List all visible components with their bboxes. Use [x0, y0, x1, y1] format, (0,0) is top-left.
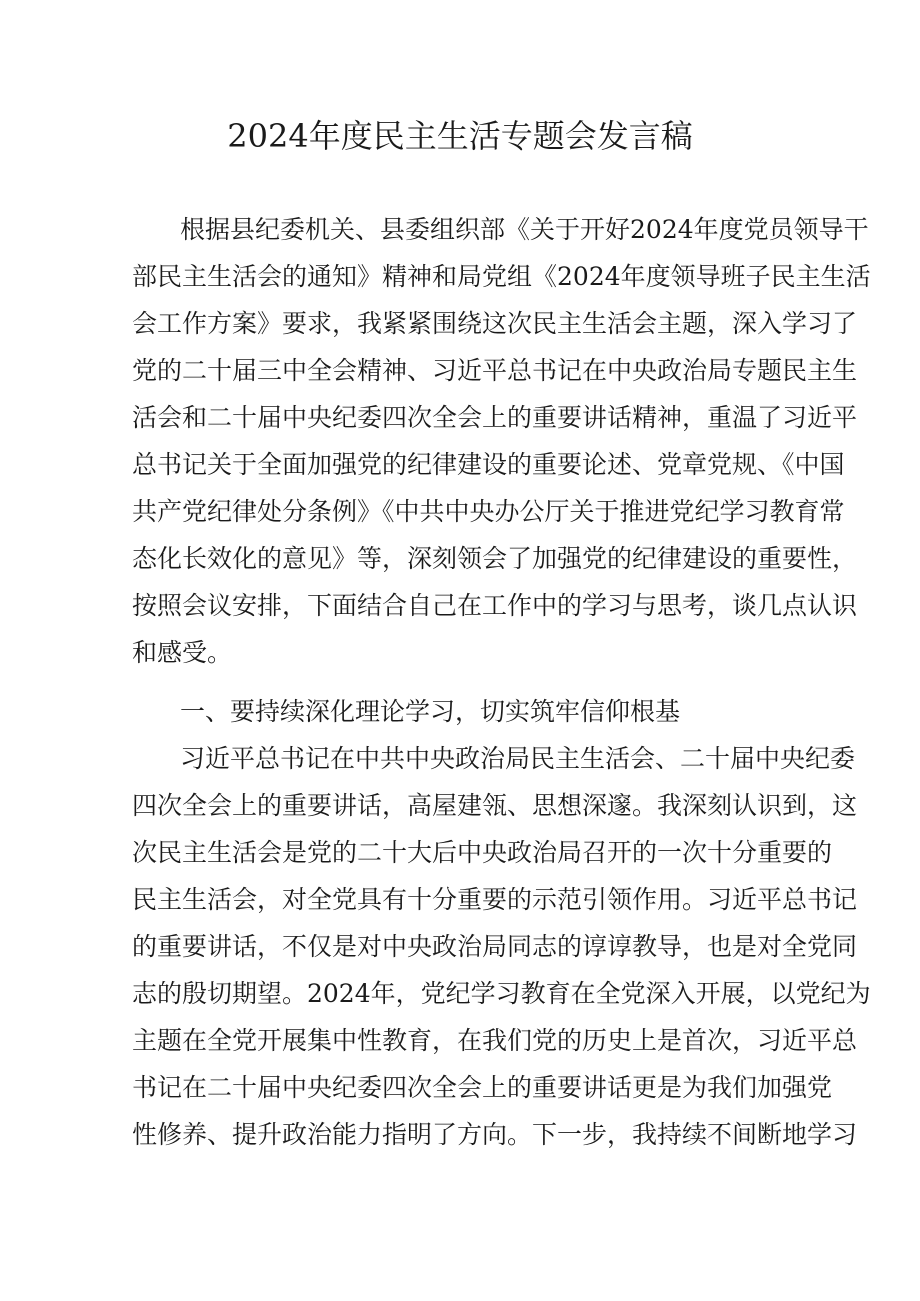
paragraph-line: 次民主生活会是党的二十大后中央政治局召开的一次十分重要的	[132, 838, 833, 867]
paragraph-line: 的重要讲话，不仅是对中央政治局同志的谆谆教导，也是对全党同	[132, 932, 858, 961]
paragraph-line: 习近平总书记在中共中央政治局民主生活会、二十届中央纪委	[180, 744, 856, 773]
paragraph-line: 主题在全党开展集中性教育，在我们党的历史上是首次，习近平总	[132, 1026, 858, 1055]
paragraph-line: 态化长效化的意见》等，深刻领会了加强党的纪律建设的重要性，	[132, 544, 858, 573]
paragraph-line: 活会和二十届中央纪委四次全会上的重要讲话精神，重温了习近平	[132, 403, 858, 432]
paragraph-line: 民主生活会，对全党具有十分重要的示范引领作用。习近平总书记	[132, 885, 858, 914]
paragraph-line: 书记在二十届中央纪委四次全会上的重要讲话更是为我们加强党	[132, 1073, 833, 1102]
paragraph-line: 会工作方案》要求，我紧紧围绕这次民主生活会主题，深入学习了	[132, 309, 858, 338]
paragraph-line: 部民主生活会的通知》精神和局党组《2024年度领导班子民主生活	[132, 262, 871, 291]
paragraph-line: 总书记关于全面加强党的纪律建设的重要论述、党章党规、《中国	[132, 450, 845, 479]
paragraph-line: 党的二十届三中全会精神、习近平总书记在中央政治局专题民主生	[132, 356, 858, 385]
document-title: 2024年度民主生活专题会发言稿	[227, 117, 693, 155]
paragraph-line: 根据县纪委机关、县委组织部《关于开好2024年度党员领导干	[180, 215, 869, 244]
paragraph-line: 志的殷切期望。2024年，党纪学习教育在全党深入开展，以党纪为	[132, 979, 871, 1008]
paragraph-line: 按照会议安排，下面结合自己在工作中的学习与思考，谈几点认识	[132, 591, 858, 620]
paragraph-line: 和感受。	[132, 638, 233, 667]
paragraph-line: 性修养、提升政治能力指明了方向。下一步，我持续不间断地学习	[132, 1120, 858, 1149]
paragraph-line: 四次全会上的重要讲话，高屋建瓴、思想深邃。我深刻认识到，这	[132, 791, 858, 820]
paragraph-line: 共产党纪律处分条例》《中共中央办公厅关于推进党纪学习教育常	[132, 497, 845, 526]
section-heading: 一、要持续深化理论学习，切实筑牢信仰根基	[180, 697, 681, 726]
